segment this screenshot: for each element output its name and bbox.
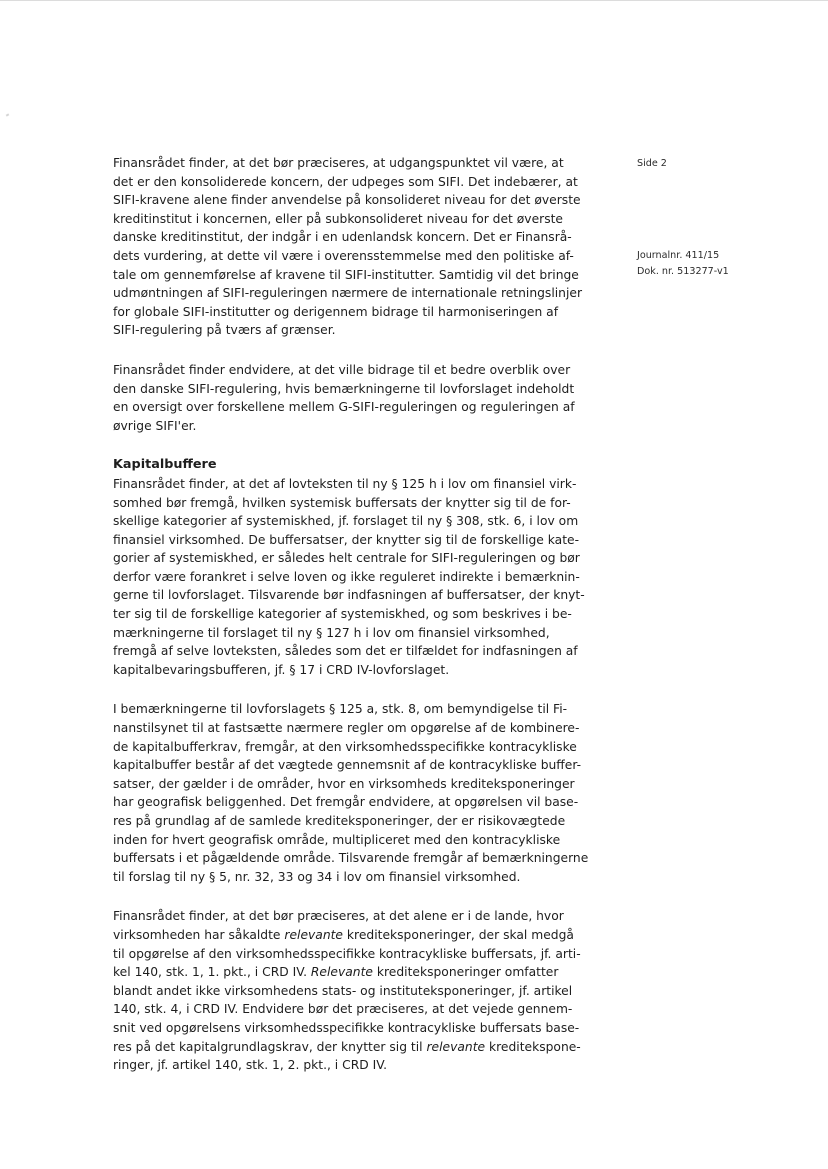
sidebar-page-number (637, 156, 667, 172)
text-line: gorier af systemiskhed, er således helt centrale for SIFI-reguleringen og bør (113, 551, 580, 566)
text-line: I bemærkningerne til lovforslagets § 125 a, stk. 8, om bemyndigelse til Fi- (113, 702, 568, 717)
text-line: Finansrådet finder, at det bør præciseres, at det alene er i de lande, hvor (113, 909, 564, 924)
text-line: ringer, jf. artikel 140, stk. 1, 2. pkt., i CRD IV. (113, 1058, 387, 1073)
sidebar-reference (637, 248, 729, 280)
page-label: Side 2 (637, 158, 667, 169)
text-line: somhed bør fremgå, hvilken systemisk buffersats der knytter sig til de for- (113, 495, 571, 510)
text-line: Finansrådet finder endvidere, at det ville bidrage til et bedre overblik over (113, 362, 571, 377)
text-line: derfor være forankret i selve loven og ikke reguleret indirekte i bemærknin- (113, 569, 580, 584)
text-line: tale om gennemførelse af kravene til SIFI-institutter. Samtidig vil det bringe (113, 267, 579, 282)
text-line: for globale SIFI-institutter og derigennem bidrage til harmoniseringen af (113, 304, 559, 319)
text-line: en oversigt over forskellene mellem G-SIFI-reguleringen og reguleringen af (113, 400, 575, 415)
text-line: buffersats i et pågældende område. Tilsvarende fremgår af bemærkningerne (113, 851, 589, 866)
text-line: snit ved opgørelsens virksomhedsspecifikke kontracykliske buffersats base- (113, 1020, 580, 1035)
paragraph-sifi-consolidation (113, 154, 613, 340)
text-line: det er den konsoliderede koncern, der udpeges som SIFI. Det indebærer, at (113, 174, 578, 189)
italic-term: Relevante (310, 965, 373, 980)
text-line: gerne til lovforslaget. Tilsvarende bør indfasningen af buffersatser, der knyt- (113, 588, 585, 603)
text-line: SIFI-kravene alene finder anvendelse på konsolideret niveau for det øverste (113, 193, 581, 208)
text-line: dets vurdering, at dette vil være i overensstemmelse med den politiske af- (113, 248, 574, 263)
section-heading: Kapitalbuffere (113, 457, 217, 473)
text-line: den danske SIFI-regulering, hvis bemærkningerne til lovforslaget indeholdt (113, 381, 575, 396)
text-line: til opgørelse af den virksomhedsspecifikke kontracykliske buffersats, jf. arti- (113, 946, 581, 961)
text-line: danske kreditinstitut, der indgår i en udenlandsk koncern. Det er Finansrå- (113, 230, 572, 245)
journal-number: Journalnr. 411/15 (637, 250, 720, 261)
body-text (113, 154, 613, 1096)
text-line: til forslag til ny § 5, nr. 32, 33 og 34 i lov om finansiel virksomhed. (113, 869, 521, 884)
text-line: udmøntningen af SIFI-reguleringen nærmere de internationale retningslinjer (113, 286, 582, 301)
text-line: blandt andet ikke virksomhedens stats- og instituteksponeringer, jf. artikel (113, 983, 573, 998)
text-line: SIFI-regulering på tværs af grænser. (113, 323, 336, 338)
paragraph-relevant-exposures (113, 907, 613, 1074)
text-line: kel 140, stk. 1, 1. pkt., i CRD IV. Relevante krediteksponeringer omfatter (113, 965, 559, 980)
text-line: kreditinstitut i koncernen, eller på subkonsolideret niveau for det øverste (113, 211, 564, 226)
text-line: res på det kapitalgrundlagskrav, der knytter sig til relevante krediteksponе- (113, 1039, 581, 1054)
text-line: virksomheden har såkaldte relevante krediteksponeringer, der skal medgå (113, 927, 574, 942)
text-line: satser, der gælder i de områder, hvor en virksomheds krediteksponeringer (113, 776, 575, 791)
italic-term: relevante (426, 1039, 486, 1054)
text-line: 140, stk. 4, i CRD IV. Endvidere bør det præciseres, at det vejede gennem- (113, 1002, 573, 1017)
text-line: Finansrådet finder, at det bør præciseres, at udgangspunktet vil være, at (113, 156, 564, 170)
text-line: kapitalbevaringsbufferen, jf. § 17 i CRD IV-lovforslaget. (113, 662, 450, 677)
text-line: de kapitalbufferkrav, fremgår, at den virksomhedsspecifikke kontracykliske (113, 739, 577, 754)
text-line: har geografisk beliggenhed. Det fremgår endvidere, at opgørelsen vil base- (113, 795, 579, 810)
section-kapitalbuffere (113, 456, 613, 679)
text-line: ter sig til de forskellige kategorier af systemiskhed, og som beskrives i be- (113, 607, 572, 622)
text-line: inden for hvert geografisk område, multipliceret med den kontracykliske (113, 832, 561, 847)
text-line: kapitalbuffer består af det vægtede gennemsnit af de kontracykliske buffer- (113, 758, 582, 773)
text-line: res på grundlag af de samlede krediteksponeringer, der er risikovægtede (113, 814, 566, 828)
scan-speck (6, 113, 10, 116)
paragraph-countercyclical-buffer (113, 700, 613, 886)
document-number: Dok. nr. 513277-v1 (637, 266, 729, 277)
paragraph-overview (113, 361, 613, 435)
text-line: finansiel virksomhed. De buffersatser, der knytter sig til de forskellige kate- (113, 532, 580, 547)
italic-term: relevante (284, 927, 344, 942)
text-line: mærkningerne til forslaget til ny § 127 h i lov om finansiel virksomhed, (113, 625, 550, 640)
text-line: øvrige SIFI'er. (113, 418, 197, 433)
text-line: nanstilsynet til at fastsætte nærmere regler om opgørelse af de kombinere- (113, 721, 580, 736)
text-line: skellige kategorier af systemiskhed, jf. forslaget til ny § 308, stk. 6, i lov om (113, 514, 579, 529)
page-top-edge (0, 0, 828, 1)
text-line: fremgå af selve lovteksten, således som det er tilfældet for indfasningen af (113, 644, 578, 659)
text-line: Finansrådet finder, at det af lovteksten til ny § 125 h i lov om finansiel virk- (113, 476, 577, 491)
